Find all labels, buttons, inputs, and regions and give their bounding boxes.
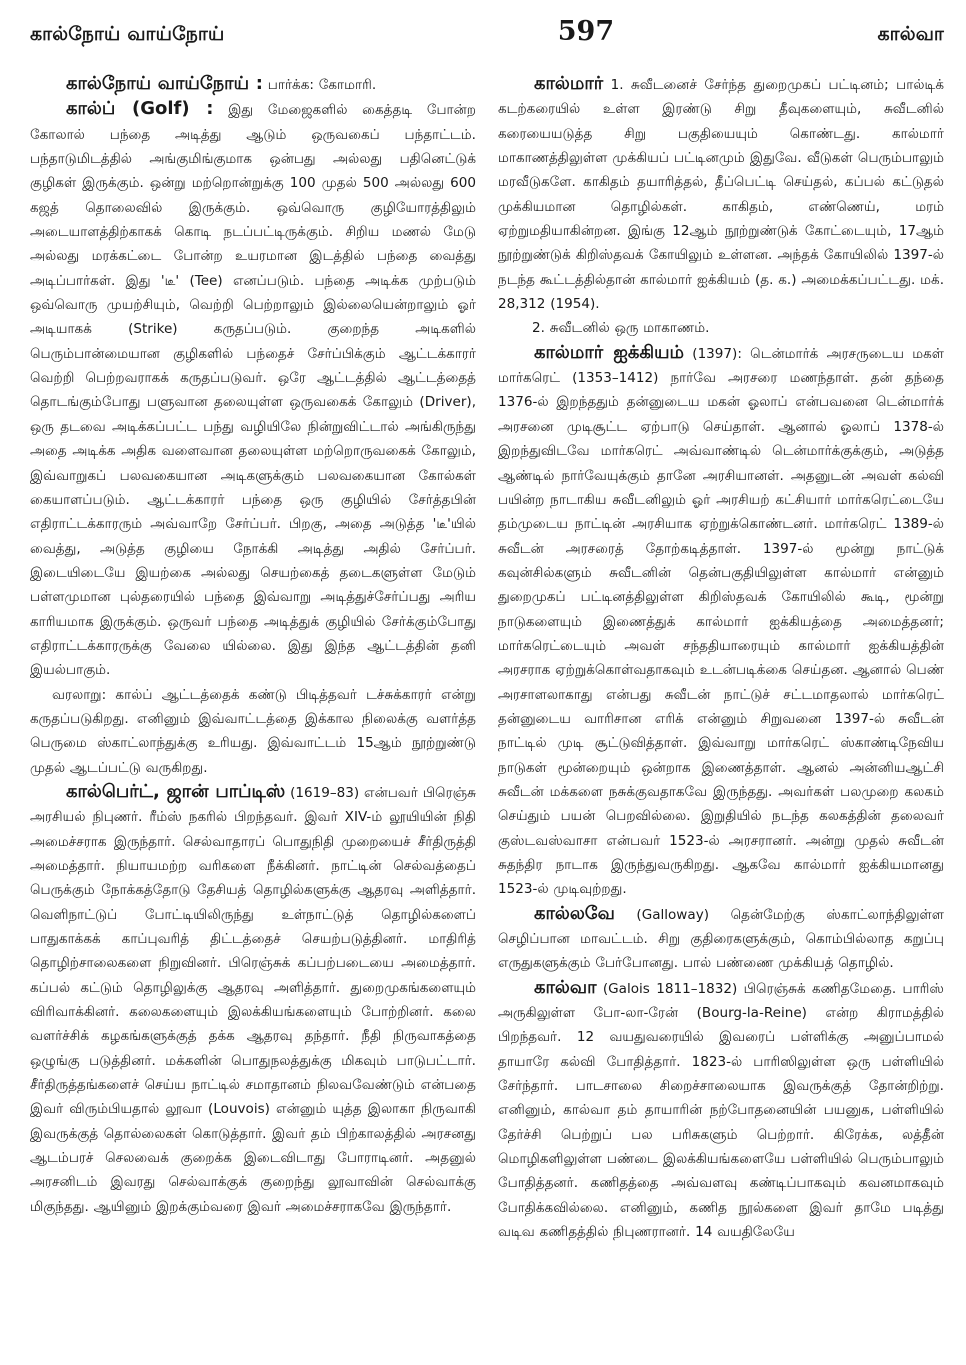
header-left-guideword: கால்நோய் வாய்நோய் [30, 23, 225, 45]
page-number: 597 [557, 16, 615, 47]
entry-kalmar [498, 72, 944, 316]
right-column [498, 72, 944, 1245]
entry-golf [30, 97, 476, 682]
entry-text: (Galloway) தென்மேற்கு ஸ்காட்லாந்திலுள்ள செழிப்பான மாவட்டம். சிறு குதிரைகளுக்கும், கொம்பில்லாத கறுப்பு எருதுகளுக்கும் பேர்போனது. பால் பண்ணை முக்கியத் தொழில். [498, 906, 944, 972]
left-column [30, 72, 476, 1245]
header-right-guideword: கால்வா [877, 23, 944, 45]
entry-headword: கால்பெர்ட், ஜான் பாப்டிஸ் [66, 780, 286, 802]
entry-text: (1397): டென்மார்க் அரசருடைய மகள் மார்கரெட் (1353–1412) நார்வே அரசரை மணந்தாள். தன் தந்தை 1376-ல் இறந்ததும் தன்னுடைய மகன் ஓலாப் என்பவனை டென்மார்க் அரசனை முடிசூட்ட ஏற்பாடு செய்தாள். ஆனால் ஓலாப் 1378-ல் இறந்துவிடவே மார்கரெட் அவ்வாண்டில் டென்மார்க்குக்கும், அடுத்த ஆண்டில் நார்வேயுக்கும் தானே அரசியானள். அதனுடன் அவள் கல்வி பயின்ற நாடாகிய சுவீடனிலும் ஓர் அரசியற் கட்சியார் மார்கரெட்டையே தம்முடைய நாட்டின் அரசியாக ஏற்றுக்கொண்டனர். மார்கரெட் 1389-ல் சுவீடன் அரசரைத் தோற்கடித்தாள். 1397-ல் மூன்று நாட்டுக் கவுன்சில்களும் சுவீடனின் தென்பகுதியிலுள்ள கால்மார் என்னும் துறைமுகப் பட்டினத்திலுள்ள கிறிஸ்தவக் கோயிலில் கூடி, மூன்று நாடுகளையும் இணைத்துக் கால்மார் ஐக்கியத்தை அமைத்தனர்; மார்கரெட்டையும் அவள் சந்ததியாரையும் கால்மார் ஐக்கியத்தின் அரசராக ஏற்றுக்கொள்வதாகவும் உடன்படிக்கை செய்தன. ஆனால் பெண் அரசாளலாகாது என்பது சுவீடன் நாட்டுச் சட்டமாதலால் மார்கரெட் தன்னுடைய வாரிசான எரிக் என்னும் சிறுவனை 1397-ல் சுவீடன் நாட்டில் முடி சூட்டுவித்தாள். இவ்வாறு மார்கரெட் ஸ்காண்டிநேவிய நாடுகள் மூன்றையும் ஒன்றாக இணைத்தாள். ஆனல் அன்னியஆட்சி சுவீடன் மக்களை நசுக்குவதாகவே இருந்தது. அவர்கள் பலமுறை கலகம் செய்தும் பயன் பெறவில்லை. இறுதியில் நடந்த கலகத்தின் தலைவர் குஸ்டவஸ்வாசா என்பவர் 1523-ல் அரசரானர். அன்று முதல் சுவீடன் சுதந்திர நாடாக இருந்துவருகிறது. ஆகவே கால்மார் ஐக்கியமானது 1523-ல் முடிவுற்றது. [498, 345, 944, 898]
entry-kaalnoi [30, 72, 476, 97]
entry-colbert [30, 780, 476, 1219]
text-columns [30, 72, 944, 1245]
entry-galois [498, 976, 944, 1245]
entry-headword: கால்நோய் வாய்நோய் : [66, 73, 263, 94]
entry-golf-history [30, 683, 476, 780]
running-header [30, 16, 944, 56]
entry-kalmar-2 [498, 316, 944, 340]
entry-galloway [498, 902, 944, 976]
entry-text: (1619–83) என்பவர் பிரெஞ்சு அரசியல் நிபுணர். ரீம்ஸ் நகரில் பிறந்தவர். இவர் XIV-ம் லூயியின் நிதி அமைச்சராக இருந்தார். செல்வாதாரப் பொதுநிதி முறையைச் சீர்திருத்தி அமைத்தார். நியாயமற்ற வரிகளை நீக்கினர். நாட்டின் செல்வத்தைப் பெருக்கும் நோக்கத்தோடு தேசியத் தொழில்களுக்கு ஆதரவு அளித்தார். வெளிநாட்டுப் போட்டியிலிருந்து உள்நாட்டுத் தொழில்களைப் பாதுகாக்கக் காப்புவரித் திட்டத்தைச் செயற்படுத்தினர். மாதிரித் தொழிற்சாலைகளை நிறுவினர். பிரெஞ்சுக் கப்பற்படையை அமைத்தார். கப்பல் கட்டும் தொழிலுக்கு ஆதரவு அளித்தார். துறைமுகங்களையும் விரிவாக்கினர். கலைகளையும் இலக்கியங்களையும் போற்றினர். கலை வளர்ச்சிக் கழகங்களுக்குத் தக்க ஆதரவு தந்தார். நீதி நிருவாகத்தை ஒழுங்கு படுத்தினர். மக்களின் பொதுநலத்துக்கு மிகவும் பாடுபட்டார். சீர்திருத்தங்களைச் செய்ய நாட்டில் சமாதானம் நிலவவேண்டும் என்பதை இவர் விரும்பியதால் லூவா (Louvois) என்னும் யுத்த இலாகா நிருவாகி இவருக்குத் தொல்லைகள் கொடுத்தார். இவர் தம் பிற்காலத்தில் அரசனது ஆடம்பரச் செலவைக் குறைக்க இடைவிடாது போராடினர். அதனுல் அரசனிடம் இவரது செல்வாக்குக் குறைந்து லூவாவின் செல்வாக்கு மிகுந்தது. ஆயினும் இறக்கும்வரை இவர் அமைச்சராகவே இருந்தார். [30, 784, 476, 1215]
entry-headword: கால்வா [534, 976, 597, 998]
entry-headword: கால்ப் (Golf) : [66, 98, 214, 120]
entry-text: பார்க்க: கோமாரி. [263, 77, 377, 93]
entry-text: (Galois 1811–1832) பிரெஞ்சுக் கணிதமேதை. பாரிஸ் அருகிலுள்ள போ-லா-ரேன் (Bourg-la-Reine) என்ற கிராமத்தில் பிறந்தவர். 12 வயதுவரையில் இவரைப் பள்ளிக்கு அனுப்பாமல் தாயாரே கல்வி போதித்தார். 1823-ல் பாரிஸிலுள்ள ஒரு பள்ளியில் சேர்ந்தார். பாடசாலை சிறைச்சாலையாக இவருக்குத் தோன்றிற்று. எனினும், கால்வா தம் தாயாரின் நற்போதனையின் பயனுக, பள்ளியில் தேர்ச்சி பெற்றுப் பல பரிசுகளும் பெற்றார். கிரேக்க, லத்தீன் மொழிகளிலுள்ள பண்டை இலக்கியங்களையே பள்ளியில் பெரும்பாலும் போதித்தனர். கணிதத்தை அவ்வளவு கண்டிப்பாகவும் கவனமாகவும் போதிக்கவில்லை. எனினும், கணித நூல்களை இவர் தாமே படித்து வடிவ கணிதத்தில் நிபுணரானர். 14 வயதிலேயே [498, 980, 944, 1241]
entry-headword: கால்மார் [534, 73, 604, 94]
entry-text: இது மேஜைகளில் கைத்தடி போன்ற கோலால் பந்தை அடித்து ஆடும் ஒருவகைப் பந்தாட்டம். பந்தாடுமிடத்தில் அங்குமிங்குமாக ஒன்பது அல்லது பதினெட்டுக் குழிகள் இருக்கும். ஒன்று மற்றொன்றுக்கு 100 முதல் 500 அல்லது 600 கஜத் தொலைவில் இருக்கும். ஒவ்வொரு குழியோரத்திலும் அடையாளத்திற்காகக் கொடி நடப்பட்டிருக்கும். சிறிய மணல் மேடு அல்லது மரக்கட்டை போன்ற உயரமான இடத்தில் பந்தை வைத்து அடிப்பார்கள். இது 'டீ' (Tee) எனப்படும். பந்தை அடிக்க முற்படும் ஒவ்வொரு முயற்சியும், வெற்றி பெற்றாலும் இல்லையென்றாலும் ஓர் அடியாகக் (Strike) கருதப்படும். குறைந்த அடிகளில் பெரும்பான்மையான குழிகளில் பந்தைச் சேர்ப்பிக்கும் ஆட்டக்காரர் வெற்றி பெற்றவராகக் கருதப்படுவர். ஒரே ஆட்டத்தில் ஆட்டத்தைத் தொடங்கும்போது பளுவான தலையுள்ள ஒருவகைக் கோலும் (Driver), ஒரு தடவை அடிக்கப்பட்ட பந்து வழியிலே நின்றுவிட்டால் அங்கிருந்து அதை அடிக்க அதிக வளைவான தலையுள்ள மற்றொருவகைக் கோலும், இவ்வாறுகப் பலவகையான அடிகளுக்கும் பலவகையான கோல்கள் கையாளப்படும். ஆட்டக்காரர் பந்தை ஒரு குழியில் சேர்த்தபின் எதிராட்டக்காரரும் அவ்வாறே சேர்ப்பர். பிறகு, அதை அடுத்த 'டீ'யில் வைத்து, அடுத்த குழியை நோக்கி அடித்து அதில் சேர்ப்பர். இடையிடையே இயற்கை அல்லது செயற்கைத் தடைகளுள்ள மேடும் பள்ளமுமான புல்தரையில் பந்தை இவ்வாறு அடித்துச்சேர்ப்பது அரிய காரியமாக இருக்கும். ஒருவர் பந்தை அடித்துக் குழியில் சேர்க்கும்போது எதிராட்டக்காரருக்கு வேலை யில்லை. இது இந்த ஆட்டத்தின் தனி இயல்பாகும். [30, 102, 476, 679]
entry-headword: கால்லவே [534, 902, 615, 924]
entry-headword: கால்மார் ஐக்கியம் [534, 341, 685, 363]
entry-text: 2. சுவீடனில் ஒரு மாகாணம். [532, 320, 710, 337]
entry-kalmar-union [498, 341, 944, 902]
entry-text: 1. சுவீடனைச் சேர்ந்த துறைமுகப் பட்டினம்; பால்டிக் கடற்கரையில் உள்ள இரண்டு சிறு தீவுகளையும், சுவீடனில் கரையையடுத்த சிறு பகுதியையும் கொண்டது. கால்மார் மாகாணத்திலுள்ள முக்கியப் பட்டினமும் இதுவே. வீடுகள் பெரும்பாலும் மரவீடுகளே. காகிதம் தயாரித்தல், தீப்பெட்டி செய்தல், கப்பல் கட்டுதல் முக்கியமான தொழில்கள். காகிதம், எண்ணெய், மரம் ஏற்றுமதியாகின்றன. இங்கு 12ஆம் நூற்றுண்டுக் கோட்டையும், 17ஆம் நூற்றுண்டுக் கிறிஸ்தவக் கோயிலும் உள்ளன. அந்தக் கோயிலில் 1397-ல் நடந்த கூட்டத்தில்தான் கால்மார் ஐக்கியம் (த. க.) அமைக்கப்பட்டது. மக். 28,312 (1954). [498, 77, 944, 313]
entry-text: வரலாறு: கால்ப் ஆட்டத்தைக் கண்டு பிடித்தவர் டச்சுக்காரர் என்று கருதப்படுகிறது. எனினும் இவ்வாட்டத்தை இக்கால நிலைக்கு வளர்த்த பெருமை ஸ்காட்லாந்துக்கு உரியது. இவ்வாட்டம் 15ஆம் நூற்றுண்டு முதல் ஆடப்பட்டு வருகிறது. [30, 686, 476, 776]
